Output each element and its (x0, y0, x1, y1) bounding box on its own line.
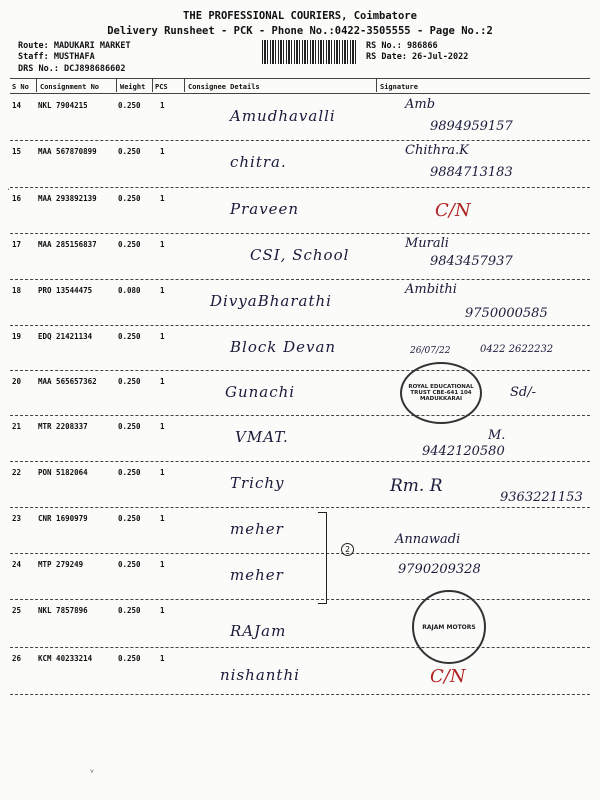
row-signature: Chithra.K (405, 143, 469, 158)
row-sno: 20 (12, 377, 22, 386)
table-row (10, 95, 590, 139)
col-divider (36, 78, 37, 92)
row-note: 9894959157 (430, 119, 513, 134)
row-weight: 0.250 (118, 332, 141, 341)
row-note: 9750000585 (465, 306, 548, 321)
runsheet-title: Delivery Runsheet - PCK - Phone No.:0422-3505555 - Page No.:2 (107, 25, 493, 37)
row-weight: 0.250 (118, 514, 141, 523)
row-weight: 0.250 (118, 422, 141, 431)
row-consignment: PON 5182064 (38, 468, 88, 477)
row-sno: 23 (12, 514, 22, 523)
circled-annotation: 2 (341, 543, 354, 556)
row-pcs: 1 (160, 606, 165, 615)
row-pcs: 1 (160, 422, 165, 431)
row-consignee: Amudhavalli (230, 107, 336, 125)
row-consignment: MAA 285156837 (38, 240, 97, 249)
row-sno: 15 (12, 147, 22, 156)
row-weight: 0.250 (118, 468, 141, 477)
row-consignment: EDQ 21421134 (38, 332, 93, 341)
row-consignee: RAJam (230, 622, 287, 640)
row-pcs: 1 (160, 377, 165, 386)
row-pcs: 1 (160, 286, 165, 295)
col-divider (184, 78, 185, 92)
row-weight: 0.250 (118, 147, 141, 156)
row-consignment: PRO 13544475 (38, 286, 93, 295)
table-row (10, 462, 590, 506)
row-signature: 26/07/22 (410, 346, 451, 356)
row-consignee: nishanthi (220, 666, 300, 684)
table-row (10, 508, 590, 552)
row-weight: 0.250 (118, 654, 141, 663)
row-sno: 24 (12, 560, 22, 569)
row-consignment: KCM 40233214 (38, 654, 93, 663)
table-row (10, 371, 590, 415)
row-pcs: 1 (160, 101, 165, 110)
row-signature: Annawadi (395, 532, 461, 547)
institution-stamp: ROYAL EDUCATIONAL TRUST CBE-641 104 MADUKKARAI (400, 362, 482, 424)
row-consignee: meher (230, 520, 284, 538)
row-consignee: VMAT. (235, 428, 289, 446)
row-sno: 21 (12, 422, 22, 431)
row-signature: C/N (430, 666, 466, 687)
row-signature: Rm. R (390, 476, 443, 496)
row-pcs: 1 (160, 468, 165, 477)
row-consignment: MTP 279249 (38, 560, 84, 569)
table-row (10, 600, 590, 644)
table-row (10, 188, 590, 232)
row-sno: 18 (12, 286, 22, 295)
row-weight: 0.250 (118, 606, 141, 615)
scan-artifact: ᵛ (90, 768, 95, 779)
row-consignee: Trichy (230, 474, 285, 492)
row-note: 9363221153 (500, 490, 583, 505)
row-note: 0422 2622232 (480, 344, 554, 355)
row-signature: C/N (435, 200, 471, 221)
col-header-sno: S No (12, 83, 29, 91)
row-note: 9884713183 (430, 165, 513, 180)
col-header-weight: Weight (120, 83, 146, 91)
row-pcs: 1 (160, 560, 165, 569)
rs-number: RS No.: 986866 (366, 41, 438, 51)
row-consignment: NKL 7904215 (38, 101, 88, 110)
row-consignee: meher (230, 566, 284, 584)
row-sno: 14 (12, 101, 22, 110)
row-consignee: Block Devan (230, 338, 337, 356)
row-consignment: MAA 293892139 (38, 194, 97, 203)
row-sno: 22 (12, 468, 22, 477)
row-consignee: chitra. (230, 153, 287, 171)
row-signature: Sd/- (510, 385, 536, 400)
row-consignee: Praveen (230, 200, 300, 218)
header-top-rule (10, 78, 590, 79)
col-header-signature: Signature (380, 83, 418, 91)
drs-label: DRS No.: DCJ898686602 (18, 64, 126, 74)
row-consignee: CSI, School (250, 246, 350, 264)
row-pcs: 1 (160, 147, 165, 156)
company-title: THE PROFESSIONAL COURIERS, Coimbatore (183, 10, 417, 22)
table-row (10, 554, 590, 598)
row-pcs: 1 (160, 240, 165, 249)
row-signature: Murali (405, 236, 449, 251)
table-row (10, 141, 590, 185)
rs-date: RS Date: 26-Jul-2022 (366, 52, 469, 62)
row-pcs: 1 (160, 514, 165, 523)
table-row (10, 234, 590, 278)
row-pcs: 1 (160, 194, 165, 203)
col-header-consignment: Consignment No (40, 83, 100, 91)
col-divider (152, 78, 153, 92)
row-consignment: CNR 1690979 (38, 514, 88, 523)
staff-label: Staff: MUSTHAFA (18, 52, 95, 62)
row-signature: Amb (405, 97, 436, 112)
barcode (262, 40, 357, 64)
row-consignment: MTR 2208337 (38, 422, 88, 431)
company-stamp: RAJAM MOTORS (412, 590, 486, 664)
row-weight: 0.250 (118, 240, 141, 249)
row-signature: 9790209328 (398, 562, 481, 577)
table-row (10, 648, 590, 692)
row-signature: Ambithi (405, 282, 457, 297)
table-row (10, 416, 590, 460)
row-consignment: MAA 565657362 (38, 377, 97, 386)
row-sno: 26 (12, 654, 22, 663)
row-sno: 16 (12, 194, 22, 203)
col-header-pcs: PCS (155, 83, 168, 91)
col-header-consignee: Consignee Details (188, 83, 260, 91)
row-sno: 19 (12, 332, 22, 341)
row-divider (10, 694, 590, 695)
row-weight: 0.250 (118, 560, 141, 569)
row-pcs: 1 (160, 332, 165, 341)
row-pcs: 1 (160, 654, 165, 663)
row-note: 9843457937 (430, 254, 513, 269)
row-consignment: MAA 567870899 (38, 147, 97, 156)
col-divider (376, 78, 377, 92)
row-signature: M. (488, 428, 506, 443)
row-sno: 17 (12, 240, 22, 249)
row-consignee: DivyaBharathi (210, 292, 332, 310)
table-row (10, 326, 590, 370)
col-divider (116, 78, 117, 92)
row-consignment: NKL 7857896 (38, 606, 88, 615)
row-weight: 0.080 (118, 286, 141, 295)
row-note: 9442120580 (422, 444, 505, 459)
row-consignee: Gunachi (225, 383, 296, 401)
scan-artifact: · (7, 185, 11, 196)
grouping-bracket (318, 512, 327, 604)
table-row (10, 280, 590, 324)
route-label: Route: MADUKARI MARKET (18, 41, 131, 51)
row-weight: 0.250 (118, 194, 141, 203)
row-weight: 0.250 (118, 377, 141, 386)
header-bottom-rule (10, 93, 590, 94)
row-weight: 0.250 (118, 101, 141, 110)
row-sno: 25 (12, 606, 22, 615)
